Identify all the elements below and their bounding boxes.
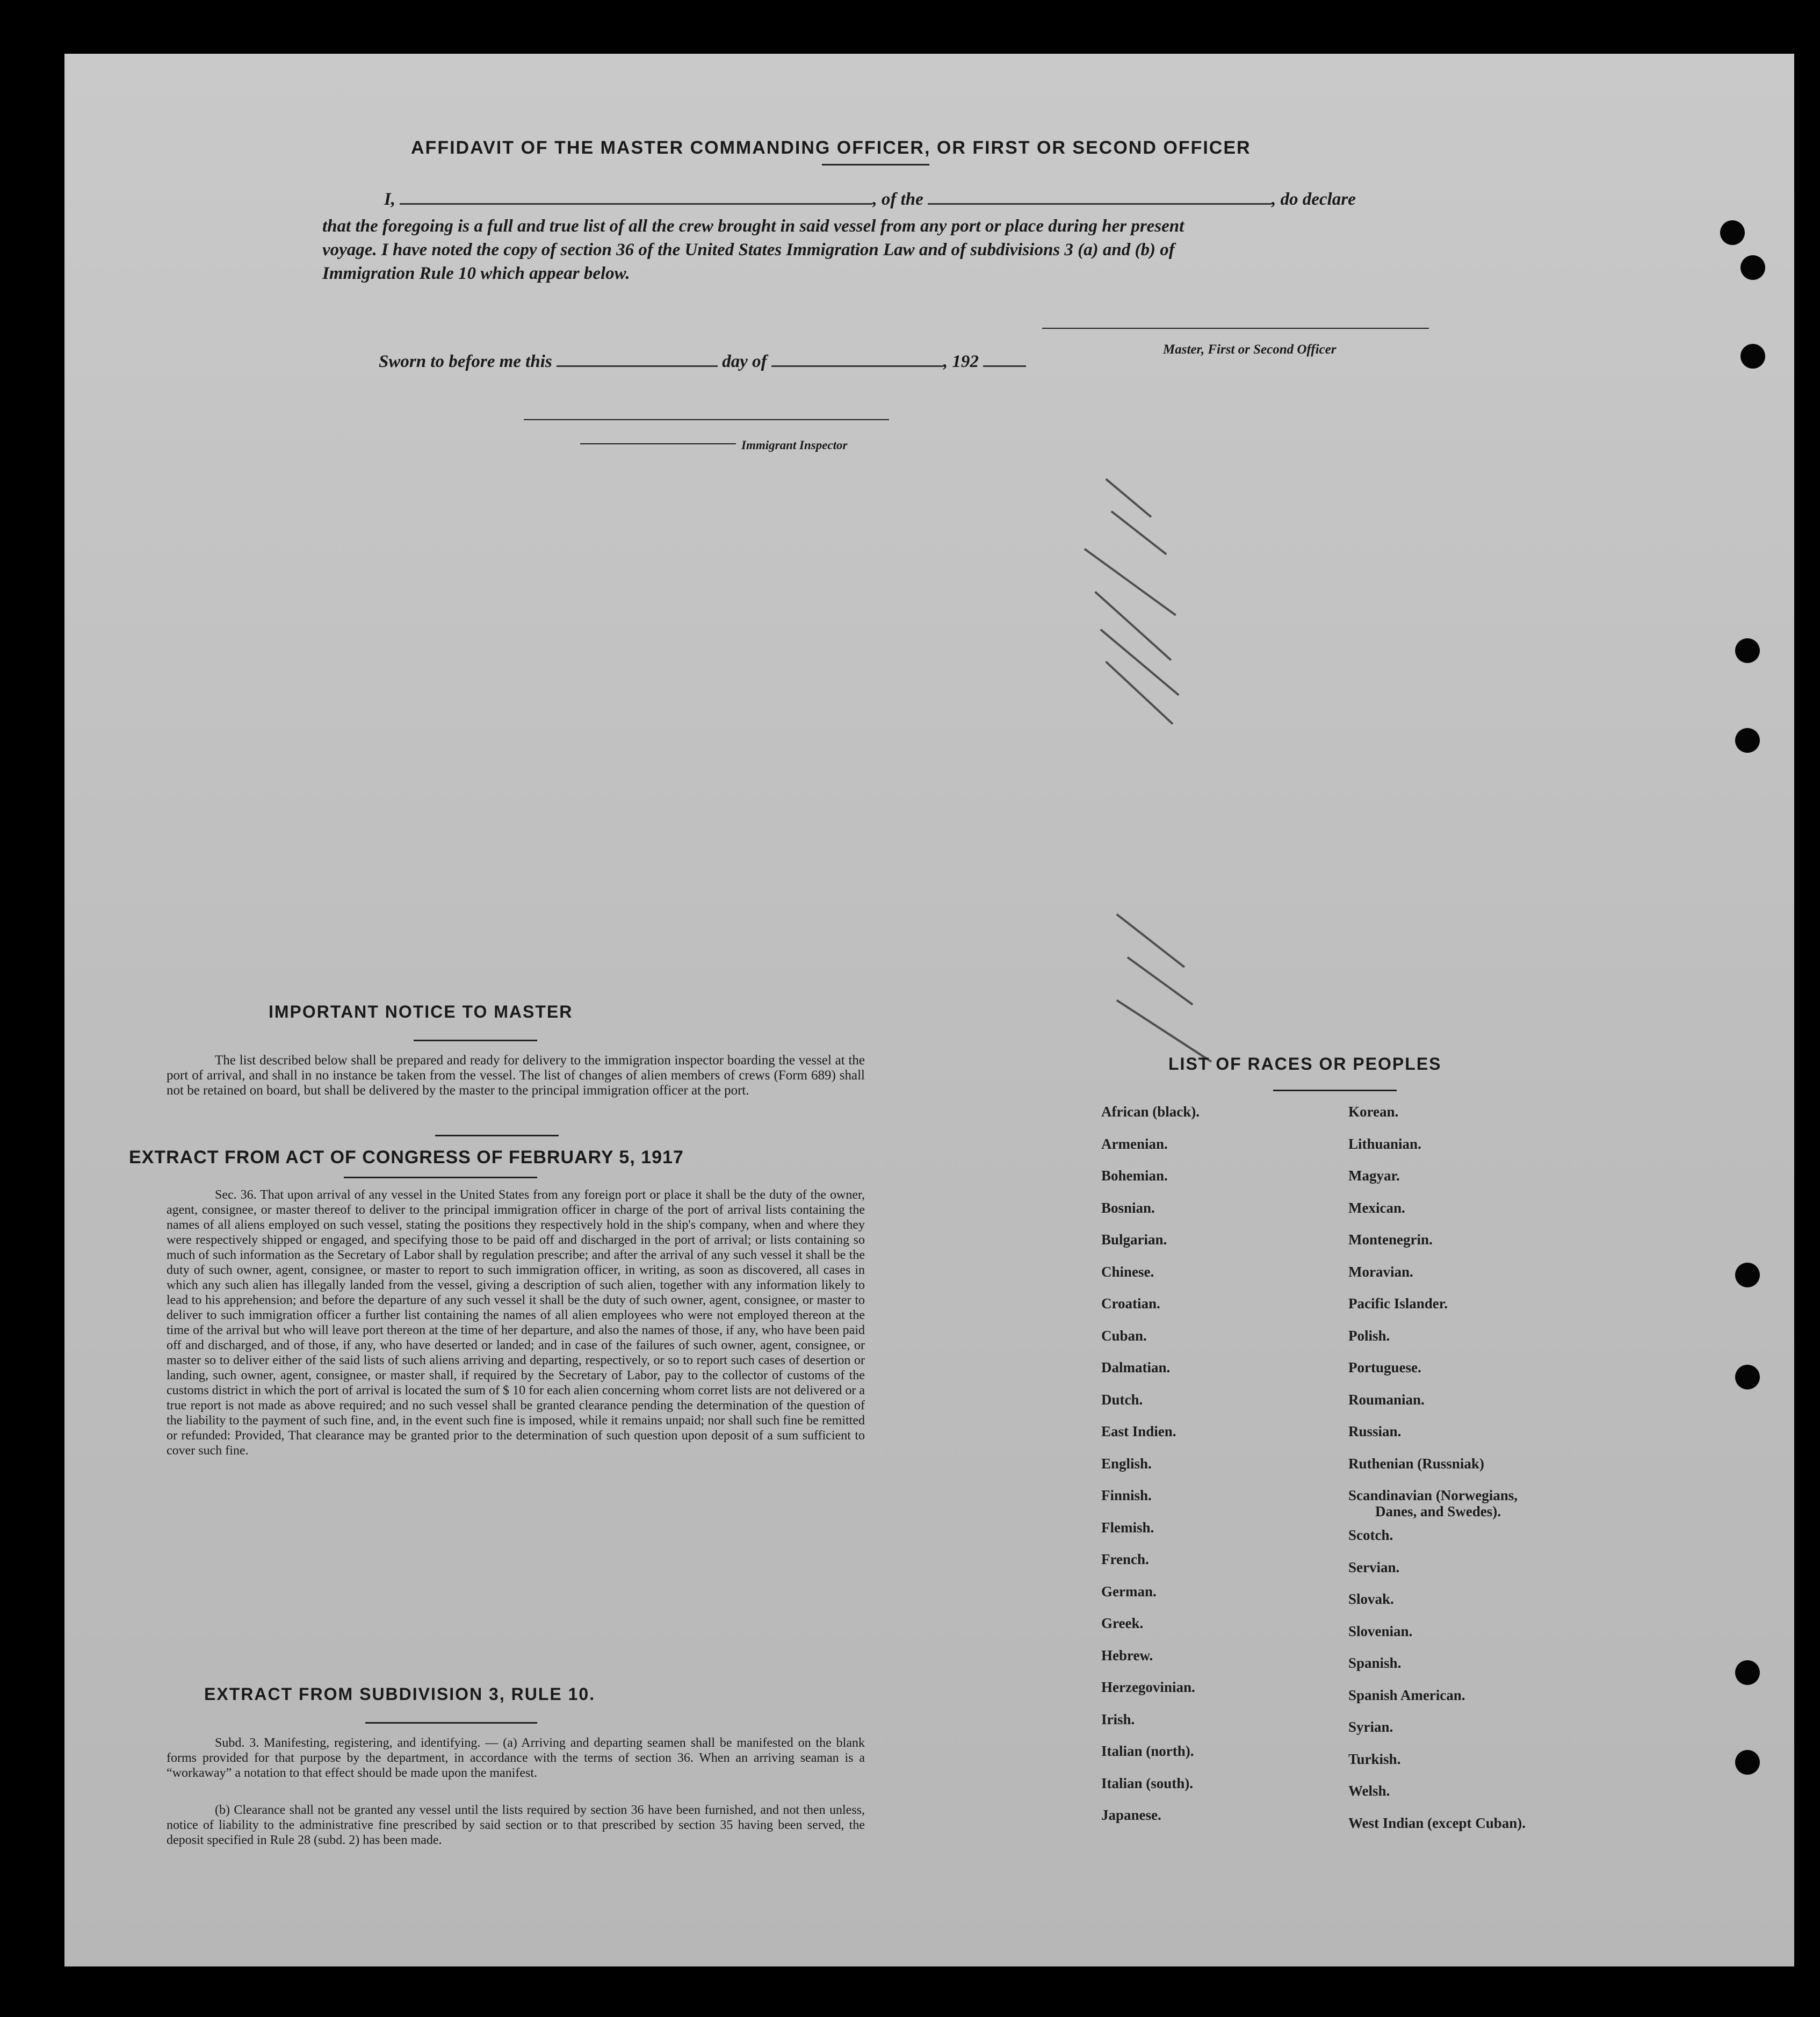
race-item: Bosnian. [1101, 1199, 1155, 1216]
affidavit-declaration-line [384, 188, 1566, 211]
race-item: West Indian (except Cuban). [1348, 1814, 1526, 1831]
race-item: Irish. [1101, 1711, 1135, 1727]
race-item: Ruthenian (Russniak) [1348, 1455, 1484, 1472]
year-prefix: , 192 [943, 352, 979, 371]
affidavit-body-line3: Immigration Rule 10 which appear below. [322, 264, 630, 283]
pencil-mark [1116, 913, 1186, 968]
document-sheet [64, 54, 1794, 1966]
race-item: Slovak. [1348, 1591, 1394, 1607]
punch-hole [1735, 1750, 1760, 1775]
race-item-scandinavian: Scandinavian (Norwegians, [1348, 1487, 1518, 1503]
race-item: Montenegrin. [1348, 1231, 1433, 1248]
race-item: Cuban. [1101, 1327, 1147, 1344]
pencil-mark [1105, 661, 1173, 725]
race-item: Slovenian. [1348, 1623, 1413, 1639]
title-underline [822, 164, 929, 165]
race-item: Japanese. [1101, 1807, 1161, 1823]
race-item: French. [1101, 1551, 1149, 1567]
pencil-mark [1094, 591, 1172, 661]
race-item: Croatian. [1101, 1295, 1160, 1312]
race-item: Magyar. [1348, 1168, 1400, 1184]
race-item [1348, 1480, 1526, 1519]
race-item: Bohemian. [1101, 1168, 1168, 1184]
race-item: Turkish. [1348, 1751, 1401, 1767]
race-item: Armenian. [1101, 1135, 1168, 1152]
signature-line [1042, 328, 1429, 329]
punch-hole [1740, 344, 1765, 369]
race-item: Russian. [1348, 1423, 1402, 1439]
race-item: Dutch. [1101, 1391, 1143, 1408]
race-item: Roumanian. [1348, 1391, 1425, 1408]
race-item: Italian (south). [1101, 1775, 1194, 1791]
signature-label: Master, First or Second Officer [1163, 342, 1337, 357]
name-blank[interactable] [400, 203, 872, 205]
races-underline [1273, 1090, 1397, 1091]
act-text: Sec. 36. That upon arrival of any vessel in the United States from any foreign port or place it shall be the duty of the owner, agent, consignee, or master thereof to deliver to the principal immigration officer in charge of the port of arrival lists containing the names of all aliens employed on such vessel, stating the positions they respectively hold in the ship's company, when and where they were respectively shipped or engaged, and specifying those to be paid off and discharged in the port of arrival; or lists containing so much of such information as the Secretary of Labor shall by regulation prescribe; and after the arrival of any such vessel it shall be the duty of such owner, agent, consignee, or master to report to such immigration officer, in writing, as soon as discovered, all cases in which any such alien has illegally landed from the vessel, giving a description of such alien, together with any information likely to lead to his apprehension; and before the departure of any such vessel it shall be the duty of such owner, agent, consignee, or master to deliver to such immigration officer a further list containing the names of all alien employees who were not employed thereon at the time of the arrival but who will leave port thereon at the time of her departure, and also the names of those, if any, who have been paid off and discharged, and of those, if any, who have deserted or landed; and in case of the failures of such owner, agent, consignee, or master so to deliver either of the said lists of such aliens arriving and departing, respectively, or so to report such cases of desertion or landing, such owner, agent, consignee, or master shall, if required by the Secretary of Labor, pay to the collector of customs of the customs district in which the port of arrival is located the sum of $ 10 for each alien concerning whom corret lists are not delivered or a true report is not made as above required; and no such vessel shall be granted clearance pending the determination of the question of the liability to the payment of such fine, and, in the event such fine is imposed, while it remains unpaid; nor shall such fine be remitted or refunded: Provided, That clearance may be granted prior to the determination of such question upon deposit of a sum sufficient to cover such fine. [167, 1188, 865, 1458]
rule-para-a: Subd. 3. Manifesting, registering, and identifying. — (a) Arriving and departing seamen shall be manifested on the blank forms provided for that purpose by the department, in accordance with the terms of section 36. When an arriving seaman is a “workaway” a notation to that effect should be made upon the manifest. [167, 1736, 865, 1780]
race-item: Korean. [1348, 1104, 1399, 1120]
race-item: Scotch. [1348, 1527, 1393, 1543]
race-item: Spanish. [1348, 1655, 1402, 1671]
rule-title: EXTRACT FROM SUBDIVISION 3, RULE 10. [204, 1684, 596, 1704]
pencil-mark [1127, 956, 1194, 1005]
rule-para-b: (b) Clearance shall not be granted any vessel until the lists required by section 36 have been furnished, and not then unless, notice of liability to the administrative fine prescribed by said section or to that prescribed by section 35 having been served, the deposit specified in Rule 28 (subd. 2) has been made. [167, 1803, 865, 1847]
race-item: Herzegovinian. [1101, 1679, 1195, 1695]
sworn-label: Sworn to before me this [379, 352, 552, 371]
race-item: African (black). [1101, 1104, 1200, 1120]
pencil-mark [1100, 629, 1179, 696]
races-title: LIST OF RACES OR PEOPLES [1168, 1054, 1442, 1074]
race-item: Italian (north). [1101, 1743, 1194, 1759]
act-underline [344, 1177, 537, 1178]
race-item: German. [1101, 1583, 1157, 1600]
inspector-short-line [580, 443, 736, 444]
races-right-column [1348, 1096, 1526, 1839]
race-item: Polish. [1348, 1327, 1390, 1344]
label-of-the: , of the [872, 190, 923, 209]
notice-title: IMPORTANT NOTICE TO MASTER [269, 1002, 573, 1021]
race-item: Bulgarian. [1101, 1231, 1167, 1248]
affidavit-title: AFFIDAVIT OF THE MASTER COMMANDING OFFICER, OR FIRST OR SECOND OFFICER [411, 138, 1251, 158]
race-item: Spanish American. [1348, 1687, 1465, 1703]
race-item: Moravian. [1348, 1263, 1413, 1280]
race-item: Flemish. [1101, 1519, 1154, 1536]
race-item: Portuguese. [1348, 1359, 1421, 1375]
race-item-scandinavian-cont: Danes, and Swedes). [1375, 1503, 1501, 1519]
punch-hole [1735, 1263, 1760, 1287]
race-item: Welsh. [1348, 1783, 1390, 1799]
notice-underline [414, 1040, 537, 1041]
punch-hole [1735, 728, 1760, 753]
day-of-label: day of [722, 352, 767, 371]
pencil-mark [1116, 999, 1212, 1063]
races-left-column [1101, 1096, 1200, 1832]
race-item: Syrian. [1348, 1719, 1393, 1735]
affidavit-body-line1: that the foregoing is a full and true list of all the crew brought in said vessel from any port or place during her present [322, 217, 1185, 236]
punch-hole [1735, 1365, 1760, 1389]
race-item: Servian. [1348, 1559, 1400, 1575]
inspector-label: Immigrant Inspector [741, 438, 848, 452]
race-item: Mexican. [1348, 1199, 1405, 1216]
label-i: I, [384, 190, 396, 209]
race-item: Greek. [1101, 1615, 1144, 1631]
rule-underline [365, 1722, 537, 1724]
vessel-blank[interactable] [928, 203, 1272, 205]
pencil-mark [1111, 510, 1167, 555]
race-item: Pacific Islander. [1348, 1295, 1448, 1312]
race-item: Lithuanian. [1348, 1135, 1421, 1152]
year-blank[interactable] [983, 365, 1026, 367]
race-item: Hebrew. [1101, 1647, 1153, 1663]
race-item: East Indien. [1101, 1423, 1176, 1439]
day-blank[interactable] [557, 365, 718, 367]
label-do-declare: , do declare [1272, 190, 1356, 209]
notice-divider [435, 1135, 559, 1136]
race-item: Finnish. [1101, 1487, 1152, 1503]
race-item: English. [1101, 1455, 1152, 1472]
punch-hole [1735, 638, 1760, 663]
affidavit-body-line2: voyage. I have noted the copy of section 36 of the United States Immigration Law and of subdivisions 3 (a) and (b) of [322, 240, 1175, 260]
punch-hole [1735, 1660, 1760, 1685]
punch-hole [1740, 255, 1765, 280]
punch-hole [1720, 220, 1745, 245]
act-title: EXTRACT FROM ACT OF CONGRESS OF FEBRUARY 5, 1917 [129, 1147, 684, 1168]
race-item: Chinese. [1101, 1263, 1154, 1280]
pencil-mark [1084, 548, 1176, 616]
race-item: Dalmatian. [1101, 1359, 1171, 1375]
inspector-signature-line [524, 419, 889, 420]
notice-text: The list described below shall be prepared and ready for delivery to the immigration inspector boarding the vessel at the port of arrival, and shall in no instance be taken from the vessel. The list of changes of alien members of crews (Form 689) shall not be retained on board, but shall be delivered by the master to the principal immigration officer at the port. [167, 1053, 865, 1098]
sworn-line [379, 350, 1185, 373]
month-blank[interactable] [771, 365, 943, 367]
